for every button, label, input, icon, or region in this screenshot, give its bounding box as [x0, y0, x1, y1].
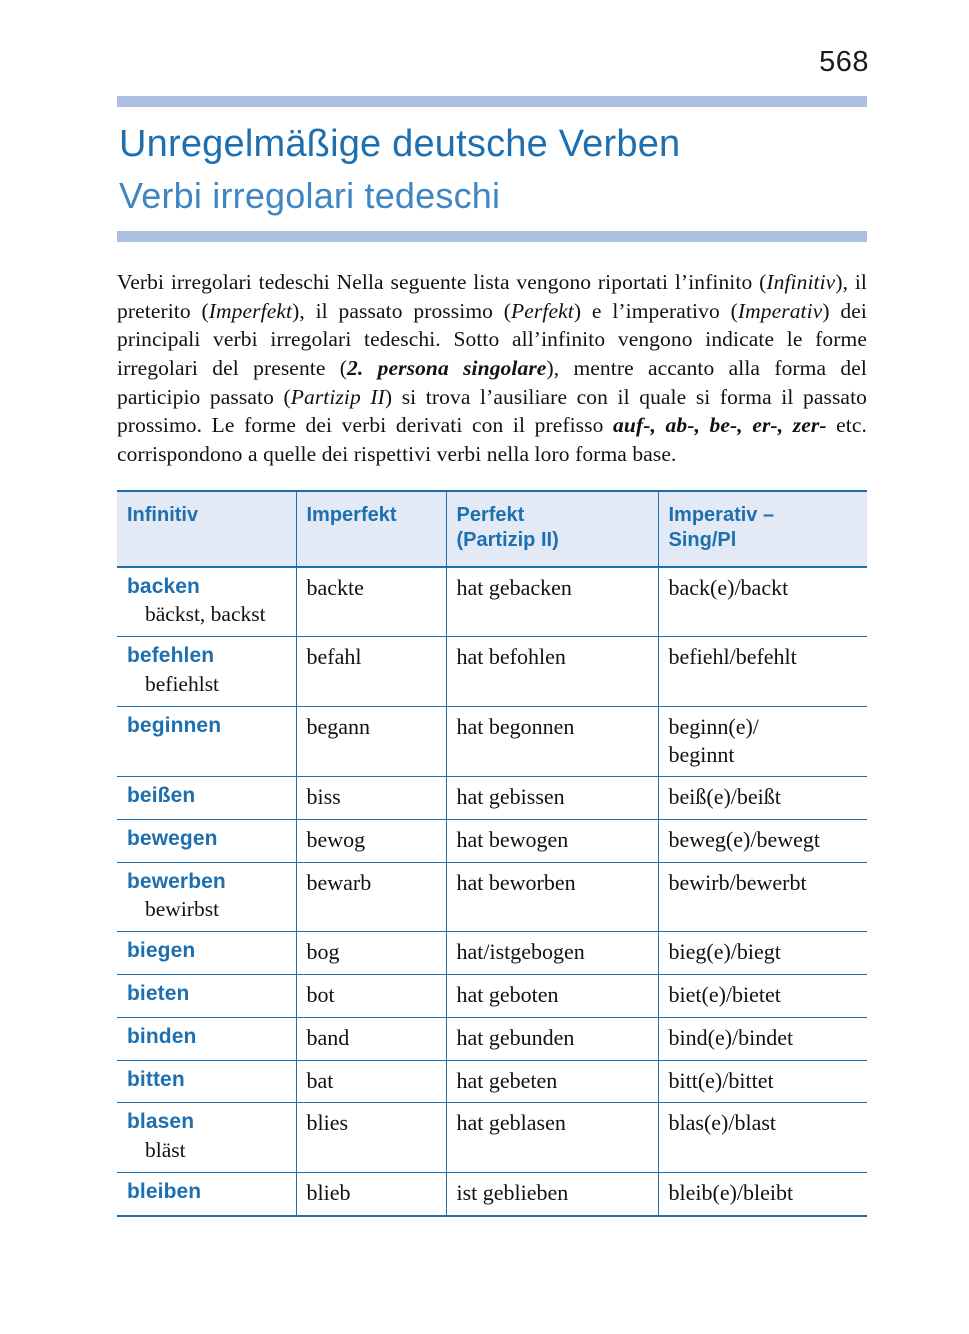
cell-line: hat gebissen — [456, 784, 565, 810]
table-row — [117, 777, 867, 820]
cell-perfekt — [446, 862, 658, 932]
cell-perfekt — [446, 1172, 658, 1215]
intro-text-segment: Imperativ — [737, 298, 823, 323]
page-title-german: Unregelmäßige deutsche Verben — [119, 123, 681, 165]
cell-perfekt — [446, 932, 658, 975]
cell-line: beginnt — [668, 741, 735, 767]
verb-infinitive: beißen — [127, 784, 196, 808]
cell-line: hat geboten — [456, 982, 559, 1008]
cell-line: begann — [306, 714, 371, 740]
verb-infinitive: binden — [127, 1024, 197, 1048]
intro-text-segment: Imperfekt — [208, 298, 293, 323]
table-row — [117, 707, 867, 777]
cell-perfekt — [446, 567, 658, 637]
table-row — [117, 1060, 867, 1103]
table-row — [117, 820, 867, 863]
cell-line: hat beworben — [456, 869, 576, 895]
cell-imperativ — [658, 1017, 867, 1060]
cell-line: hat begonnen — [456, 714, 575, 740]
cell-line: hat geblasen — [456, 1110, 566, 1136]
verb-infinitive: bewegen — [127, 827, 218, 851]
table-row — [117, 1103, 867, 1173]
cell-line: bat — [306, 1067, 334, 1093]
intro-text-segment: ), il preterito ( — [117, 270, 867, 323]
cell-imperativ — [658, 707, 867, 777]
cell-line: back(e)/backt — [668, 574, 789, 600]
cell-line: bind(e)/bindet — [668, 1024, 794, 1050]
verb-infinitive: bieten — [127, 982, 190, 1006]
cell-imperfekt — [296, 707, 446, 777]
cell-imperativ — [658, 820, 867, 863]
cell-line: bot — [306, 982, 335, 1008]
cell-imperfekt — [296, 1060, 446, 1103]
cell-line: blies — [306, 1110, 349, 1136]
cell-perfekt — [446, 707, 658, 777]
cell-line: blieb — [306, 1179, 351, 1205]
verb-infinitive: blasen — [127, 1110, 195, 1134]
cell-imperativ — [658, 1172, 867, 1215]
cell-line: blas(e)/blast — [668, 1110, 777, 1136]
column-header-line: Imperativ – — [668, 503, 775, 526]
intro-text-segment: Infinitiv — [766, 270, 836, 295]
intro-text-segment: ) e l’imperativo ( — [573, 298, 738, 323]
cell-infinitiv — [117, 637, 296, 707]
intro-text-segment: ), mentre accanto alla forma del participio passato ( — [117, 356, 867, 409]
irregular-verbs-table — [117, 490, 867, 1217]
cell-imperfekt — [296, 820, 446, 863]
column-header-line: (Partizip II) — [456, 528, 559, 551]
cell-line: biet(e)/bietet — [668, 982, 781, 1008]
intro-text-segment: 2. persona singolare — [347, 356, 547, 381]
cell-line: biss — [306, 784, 341, 810]
cell-imperativ — [658, 777, 867, 820]
cell-line: bleib(e)/bleibt — [668, 1179, 794, 1205]
column-header-imperativ — [658, 491, 867, 567]
cell-line: hat befohlen — [456, 644, 566, 670]
table-row — [117, 637, 867, 707]
column-header-line: Imperfekt — [306, 503, 397, 526]
table-row — [117, 567, 867, 637]
column-header-line: Sing/Pl — [668, 528, 737, 551]
cell-line: bieg(e)/biegt — [668, 939, 781, 965]
cell-imperativ — [658, 862, 867, 932]
cell-line: befahl — [306, 644, 362, 670]
verb-infinitive: backen — [127, 574, 200, 598]
cell-line: beginn(e)/ — [668, 714, 759, 740]
cell-line: band — [306, 1024, 350, 1050]
cell-line: beiß(e)/beißt — [668, 784, 781, 810]
cell-imperfekt — [296, 932, 446, 975]
cell-infinitiv — [117, 1172, 296, 1215]
cell-line: hat gebunden — [456, 1024, 575, 1050]
cell-infinitiv — [117, 567, 296, 637]
cell-imperativ — [658, 932, 867, 975]
cell-line: befiehl/befehlt — [668, 644, 797, 670]
cell-line: beweg(e)/bewegt — [668, 827, 820, 853]
page-number: 568 — [819, 46, 869, 78]
cell-line: hat gebeten — [456, 1067, 558, 1093]
verb-present-forms: bäckst, backst — [145, 602, 266, 627]
cell-imperfekt — [296, 777, 446, 820]
table-row — [117, 1017, 867, 1060]
cell-perfekt — [446, 637, 658, 707]
verb-infinitive: bewerben — [127, 869, 226, 893]
cell-line: bewarb — [306, 869, 372, 895]
cell-infinitiv — [117, 1017, 296, 1060]
verb-infinitive: biegen — [127, 939, 196, 963]
verb-infinitive: befehlen — [127, 644, 215, 668]
table-header-row — [117, 491, 867, 567]
cell-line: bewirb/bewerbt — [668, 869, 807, 895]
verb-present-forms: bewirbst — [145, 897, 220, 922]
cell-imperativ — [658, 637, 867, 707]
cell-line: bog — [306, 939, 340, 965]
cell-imperativ — [658, 1060, 867, 1103]
verb-present-forms: befiehlst — [145, 671, 220, 696]
cell-infinitiv — [117, 1103, 296, 1173]
cell-line: hat gebacken — [456, 574, 572, 600]
cell-line: ist geblieben — [456, 1179, 569, 1205]
cell-imperfekt — [296, 1172, 446, 1215]
intro-text-segment: auf-, ab-, be-, er-, zer- — [613, 413, 827, 438]
column-header-line: Infinitiv — [127, 503, 199, 526]
intro-text-segment: ) si trova l’ausiliare con il quale si forma il passato prossimo. Le forme dei verbi derivati con il prefisso — [117, 384, 867, 438]
cell-imperfekt — [296, 975, 446, 1018]
intro-text-segment: Partizip II — [290, 384, 385, 409]
cell-perfekt — [446, 777, 658, 820]
top-rule-bar — [117, 96, 867, 107]
cell-infinitiv — [117, 707, 296, 777]
cell-infinitiv — [117, 975, 296, 1018]
column-header-line: Perfekt — [456, 503, 525, 526]
cell-imperfekt — [296, 567, 446, 637]
cell-perfekt — [446, 1017, 658, 1060]
cell-imperativ — [658, 1103, 867, 1173]
title-block — [117, 107, 867, 223]
cell-line: hat/istgebogen — [456, 939, 585, 965]
intro-text-segment: Perfekt — [511, 298, 574, 323]
cell-imperativ — [658, 567, 867, 637]
cell-infinitiv — [117, 932, 296, 975]
cell-line: bitt(e)/bittet — [668, 1067, 774, 1093]
cell-imperfekt — [296, 1103, 446, 1173]
cell-imperfekt — [296, 1017, 446, 1060]
cell-infinitiv — [117, 1060, 296, 1103]
bottom-rule-bar — [117, 231, 867, 242]
verb-present-forms: bläst — [145, 1137, 186, 1162]
cell-line: backte — [306, 574, 364, 600]
cell-line: hat bewogen — [456, 827, 569, 853]
cell-perfekt — [446, 820, 658, 863]
table-row — [117, 975, 867, 1018]
table-row — [117, 1172, 867, 1215]
page-content — [117, 96, 867, 1217]
cell-imperfekt — [296, 862, 446, 932]
cell-imperativ — [658, 975, 867, 1018]
table-row — [117, 862, 867, 932]
column-header-imperfekt — [296, 491, 446, 567]
intro-text-segment: ), il passato prossimo ( — [292, 298, 512, 323]
intro-paragraph — [117, 268, 867, 468]
cell-infinitiv — [117, 777, 296, 820]
verb-infinitive: bitten — [127, 1067, 185, 1091]
cell-infinitiv — [117, 820, 296, 863]
cell-line: bewog — [306, 827, 366, 853]
intro-text-segment: ) dei principali verbi irregolari tedeschi. Sotto all’infinito vengono indicate le forme irregolari del presente ( — [117, 298, 867, 381]
verb-infinitive: bleiben — [127, 1179, 202, 1203]
cell-perfekt — [446, 1060, 658, 1103]
cell-perfekt — [446, 975, 658, 1018]
verb-infinitive: beginnen — [127, 714, 222, 738]
page-title-italian: Verbi irregolari tedeschi — [119, 174, 501, 216]
cell-perfekt — [446, 1103, 658, 1173]
column-header-perfekt — [446, 491, 658, 567]
cell-imperfekt — [296, 637, 446, 707]
intro-text-segment: etc. corrispondono a quelle dei rispettivi verbi nella loro forma base. — [117, 413, 867, 466]
table-header — [117, 491, 867, 567]
intro-text-segment: Verbi irregolari tedeschi Nella seguente lista vengono riportati l’infinito ( — [117, 270, 767, 295]
table-row — [117, 932, 867, 975]
cell-infinitiv — [117, 862, 296, 932]
column-header-infinitiv — [117, 491, 296, 567]
table-body — [117, 567, 867, 1216]
